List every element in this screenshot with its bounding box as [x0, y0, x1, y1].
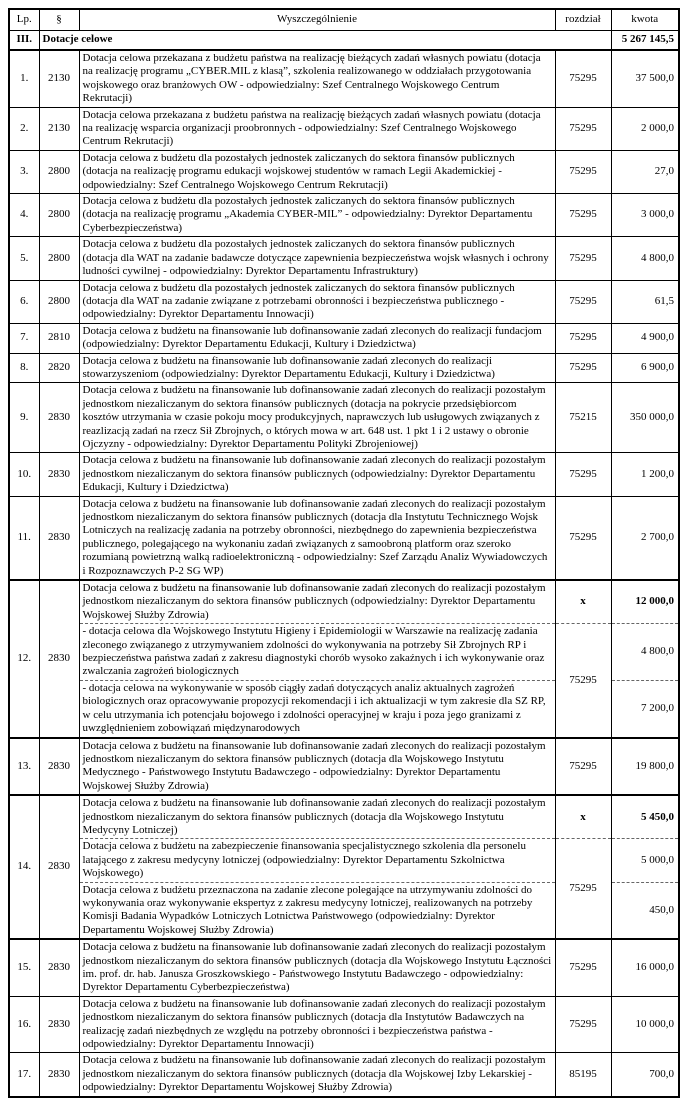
chapter-cell: 75295 [555, 107, 611, 150]
description-cell: Dotacja celowa przekazana z budżetu państwa na realizację bieżących zadań własnych powiatu (dotacja na realizację wsparcia organizacji proobronnych - odpowiedzialny: Szef Centralnego Wojskowego Centrum Rekrutacji) [79, 107, 555, 150]
subsidies-table [8, 8, 680, 1098]
table-row [9, 353, 679, 383]
amount-cell: 700,0 [611, 1053, 679, 1097]
description-cell: Dotacja celowa z budżetu na finansowanie lub dofinansowanie zadań zleconych do realizacji pozostałym jednostkom niezaliczanym do sektora finansów publicznych (dotacja dla Instytutów Badawczych na realizację zadań niezbędnych ze względu na potrzeby obronności i bezpieczeństwa państwa - odpowiedzialny: Dyrektor Departamentu Innowacji) [79, 996, 555, 1053]
section-total-amount: 5 267 145,5 [611, 31, 679, 51]
amount-cell: 19 800,0 [611, 738, 679, 796]
paragraph-cell: 2800 [39, 194, 79, 237]
chapter-cell: 75295 [555, 624, 611, 738]
paragraph-cell: 2830 [39, 580, 79, 737]
amount-cell: 37 500,0 [611, 50, 679, 107]
amount-cell: 5 450,0 [611, 795, 679, 839]
description-cell: Dotacja celowa z budżetu dla pozostałych jednostek zaliczanych do sektora finansów publicznych (dotacja na realizację programu edukacji wojskowej studentów w ramach Legii Akademickiej - odpowiedzialny: Szef Centralnego Wojskowego Centrum Rekrutacji) [79, 150, 555, 193]
table-row [9, 453, 679, 496]
amount-cell: 3 000,0 [611, 194, 679, 237]
amount-cell: 7 200,0 [611, 680, 679, 737]
description-cell: Dotacja celowa z budżetu na finansowanie lub dofinansowanie zadań zleconych do realizacji pozostałym jednostkom niezaliczanym do sektora finansów publicznych (odpowiedzialny: Dyrektor Departamentu Edukacji, Kultury i Dziedzictwa) [79, 453, 555, 496]
header-amount: kwota [611, 9, 679, 31]
amount-cell: 350 000,0 [611, 383, 679, 453]
table-row [9, 50, 679, 107]
lp-cell: 11. [9, 496, 39, 580]
table-row [9, 580, 679, 624]
chapter-cell: x [555, 795, 611, 839]
paragraph-cell: 2820 [39, 353, 79, 383]
chapter-cell: 75295 [555, 237, 611, 280]
description-cell: Dotacja celowa z budżetu na finansowanie lub dofinansowanie zadań zleconych do realizacji pozostałym jednostkom niezaliczanym do sektora finansów publicznych (dotacja na pokrycie przedsiębiorcom kosztów utrzymania w czasie pokoju mocy produkcyjnych, naprawczych lub usługowych związanych z reazlizacją zadań na rzecz Sił Zbrojnych, o których mowa w art. 648 ust. 1 pkt 1 i 2 ustawy o obronie Ojczyzny - odpowiedzialny: Dyrektor Departamentu Polityki Zbrojeniowej) [79, 383, 555, 453]
chapter-cell: x [555, 580, 611, 624]
description-cell: Dotacja celowa z budżetu na finansowanie lub dofinansowanie zadań zleconych do realizacji stowarzyszeniom (odpowiedzialny: Dyrektor Departamentu Edukacji, Kultury i Dziedzictwa) [79, 353, 555, 383]
chapter-cell: 75215 [555, 383, 611, 453]
paragraph-cell: 2130 [39, 107, 79, 150]
table-row [9, 323, 679, 353]
description-cell: Dotacja celowa z budżetu na finansowanie lub dofinansowanie zadań zleconych do realizacji fundacjom (odpowiedzialny: Dyrektor Departamentu Edukacji, Kultury i Dziedzictwa) [79, 323, 555, 353]
table-row [9, 280, 679, 323]
paragraph-cell: 2830 [39, 939, 79, 996]
amount-cell: 5 000,0 [611, 839, 679, 882]
description-cell: Dotacja celowa z budżetu na finansowanie lub dofinansowanie zadań zleconych do realizacji pozostałym jednostkom niezaliczanym do sektora finansów publicznych (dotacja dla Wojskowego Instytutu Medycznego - Państwowego Instytutu Badawczego - odpowiedzialny: Dyrektor Departamentu Wojskowej Służby Zdrowia) [79, 738, 555, 796]
paragraph-cell: 2800 [39, 237, 79, 280]
amount-cell: 4 800,0 [611, 237, 679, 280]
chapter-cell: 75295 [555, 738, 611, 796]
paragraph-cell: 2830 [39, 453, 79, 496]
lp-cell: 14. [9, 795, 39, 939]
paragraph-cell: 2830 [39, 1053, 79, 1097]
lp-cell: 1. [9, 50, 39, 107]
section-number: III. [9, 31, 39, 51]
amount-cell: 450,0 [611, 882, 679, 939]
table-row [9, 795, 679, 839]
description-cell: Dotacja celowa z budżetu na zabezpieczenie finansowania specjalistycznego szkolenia dla personelu latającego z zakresu medycyny lotniczej (odpowiedzialny: Dyrektor Departamentu Szkolnictwa Wojskowego) [79, 839, 555, 882]
lp-cell: 15. [9, 939, 39, 996]
table-row [9, 624, 679, 681]
header-paragraph: § [39, 9, 79, 31]
description-cell: Dotacja celowa z budżetu dla pozostałych jednostek zaliczanych do sektora finansów publicznych (dotacja dla WAT na zadanie badawcze dotyczące zapewnienia bezpieczeństwa wojsk własnych i ochrony ludności cywilnej - odpowiedzialny: Dyrektor Departamentu Infrastruktury) [79, 237, 555, 280]
table-row [9, 150, 679, 193]
amount-cell: 4 800,0 [611, 624, 679, 681]
table-body [9, 31, 679, 1097]
chapter-cell: 75295 [555, 996, 611, 1053]
chapter-cell: 75295 [555, 939, 611, 996]
lp-cell: 5. [9, 237, 39, 280]
section-row [9, 31, 679, 51]
section-title: Dotacje celowe [39, 31, 611, 51]
paragraph-cell: 2830 [39, 383, 79, 453]
chapter-cell: 75295 [555, 353, 611, 383]
description-cell: - dotacja celowa na wykonywanie w sposób ciągły zadań dotyczących analiz aktualnych zagrożeń biologicznych oraz opracowywanie propozycji rekomendacji i ich aktualizacji w tym zakresie dla SZ RP, w celu utrzymania ich potencjału bojowego i zdolności operacyjnej w kraju i poza jego granizami z uwzględnieniem zobowiązań międzynarodowych [79, 680, 555, 737]
lp-cell: 10. [9, 453, 39, 496]
amount-cell: 2 700,0 [611, 496, 679, 580]
lp-cell: 7. [9, 323, 39, 353]
description-cell: - dotacja celowa dla Wojskowego Instytutu Higieny i Epidemiologii w Warszawie na realizację zadania zleconego związanego z utrzymywaniem zdolności do wykonywania na potrzeby Sił Zbrojnych RP i bezpieczeństwa państwa zadań z zakresu diagnostyki chorób wysoko zakaźnych i ich wykonywanie oraz zwalczania zagrożeń biologicznych [79, 624, 555, 681]
amount-cell: 61,5 [611, 280, 679, 323]
lp-cell: 9. [9, 383, 39, 453]
paragraph-cell: 2830 [39, 496, 79, 580]
paragraph-cell: 2830 [39, 996, 79, 1053]
lp-cell: 13. [9, 738, 39, 796]
chapter-cell: 75295 [555, 194, 611, 237]
lp-cell: 8. [9, 353, 39, 383]
table-row [9, 194, 679, 237]
table-header-row [9, 9, 679, 31]
table-row [9, 1053, 679, 1097]
header-chapter: rozdział [555, 9, 611, 31]
chapter-cell: 75295 [555, 453, 611, 496]
amount-cell: 12 000,0 [611, 580, 679, 624]
amount-cell: 16 000,0 [611, 939, 679, 996]
header-description: Wyszczególnienie [79, 9, 555, 31]
table-row [9, 107, 679, 150]
amount-cell: 4 900,0 [611, 323, 679, 353]
chapter-cell: 75295 [555, 496, 611, 580]
description-cell: Dotacja celowa z budżetu na finansowanie lub dofinansowanie zadań zleconych do realizacji pozostałym jednostkom niezaliczanym do sektora finansów publicznych (odpowiedzialny: Dyrektor Departamentu Wojskowej Służby Zdrowia) [79, 580, 555, 624]
chapter-cell: 75295 [555, 839, 611, 939]
paragraph-cell: 2830 [39, 795, 79, 939]
description-cell: Dotacja celowa z budżetu na finansowanie lub dofinansowanie zadań zleconych do realizacji pozostałym jednostkom niezaliczanym do sektora finansów publicznych (dotacja dla Wojskowego Instytutu Łączności im. prof. dr. hab. Janusza Groszkowskiego - Państwowego Instytutu Badawczego - odpowiedzialny: Dyrektor Departamentu Cyberbezpieczeństwa) [79, 939, 555, 996]
chapter-cell: 75295 [555, 150, 611, 193]
lp-cell: 12. [9, 580, 39, 737]
table-row [9, 996, 679, 1053]
description-cell: Dotacja celowa z budżetu dla pozostałych jednostek zaliczanych do sektora finansów publicznych (dotacja dla WAT na zadanie związane z potrzebami obronności i bezpieczeństwa publicznego - odpowiedzialny: Dyrektor Departamentu Innowacji) [79, 280, 555, 323]
description-cell: Dotacja celowa z budżetu na finansowanie lub dofinansowanie zadań zleconych do realizacji pozostałym jednostkom niezaliczanym do sektora finansów publicznych (dotacja dla Wojskowego Instytutu Medycyny Lotniczej) [79, 795, 555, 839]
description-cell: Dotacja celowa z budżetu dla pozostałych jednostek zaliczanych do sektora finansów publicznych (dotacja na realizację programu „Akademia CYBER-MIL” - odpowiedzialny: Dyrektor Departamentu Cyberbezpieczeństwa) [79, 194, 555, 237]
table-row [9, 237, 679, 280]
paragraph-cell: 2130 [39, 50, 79, 107]
amount-cell: 6 900,0 [611, 353, 679, 383]
chapter-cell: 75295 [555, 280, 611, 323]
table-row [9, 939, 679, 996]
amount-cell: 2 000,0 [611, 107, 679, 150]
description-cell: Dotacja celowa przekazana z budżetu państwa na realizację bieżących zadań własnych powiatu (dotacja na realizację programu „CYBER.MIL z klasą”, szkolenia realizowanego w oddziałach przygotowania wojskowego oraz branżowych OW - odpowiedzialny: Szef Centralnego Wojskowego Centrum Rekrutacji) [79, 50, 555, 107]
lp-cell: 3. [9, 150, 39, 193]
description-cell: Dotacja celowa z budżetu na finansowanie lub dofinansowanie zadań zleconych do realizacji pozostałym jednostkom niezaliczanym do sektora finansów publicznych (dotacja dla Wojskowej Izby Lekarskiej - odpowiedzialny: Dyrektor Departamentu Wojskowej Służby Zdrowia) [79, 1053, 555, 1097]
chapter-cell: 85195 [555, 1053, 611, 1097]
table-row [9, 839, 679, 882]
lp-cell: 4. [9, 194, 39, 237]
paragraph-cell: 2800 [39, 280, 79, 323]
chapter-cell: 75295 [555, 50, 611, 107]
table-row [9, 383, 679, 453]
description-cell: Dotacja celowa z budżetu przeznaczona na zadanie zlecone polegające na utrzymywaniu zdolności do wykonywania oraz wykonywanie ekspertyz z zakresu medycyny lotniczej, realizowanych na potrzeby Komisji Badania Wypadków Lotniczych Lotnictwa Państwowego (odpowiedzialny: Dyrektor Departamentu Wojskowej Służby Zdrowia) [79, 882, 555, 939]
amount-cell: 1 200,0 [611, 453, 679, 496]
amount-cell: 10 000,0 [611, 996, 679, 1053]
header-lp: Lp. [9, 9, 39, 31]
paragraph-cell: 2800 [39, 150, 79, 193]
amount-cell: 27,0 [611, 150, 679, 193]
table-row [9, 738, 679, 796]
lp-cell: 16. [9, 996, 39, 1053]
lp-cell: 6. [9, 280, 39, 323]
lp-cell: 2. [9, 107, 39, 150]
chapter-cell: 75295 [555, 323, 611, 353]
lp-cell: 17. [9, 1053, 39, 1097]
table-row [9, 496, 679, 580]
paragraph-cell: 2830 [39, 738, 79, 796]
description-cell: Dotacja celowa z budżetu na finansowanie lub dofinansowanie zadań zleconych do realizacji pozostałym jednostkom niezaliczanym do sektora finansów publicznych (dotacja dla Instytutu Technicznego Wojsk Lotniczych na realizację zadania na potrzeby obronności, niezbędnego do zapewnienia bezpieczeństwa publicznego, polegającego na wykonaniu zadań związanych z samoobroną platform oraz szeroko rozumianą powietrzną walką radioelektroniczną - odpowiedzialny: Szef Zarządu Analiz Wywiadowczych i Rozpoznawczych P-2 SG WP) [79, 496, 555, 580]
paragraph-cell: 2810 [39, 323, 79, 353]
